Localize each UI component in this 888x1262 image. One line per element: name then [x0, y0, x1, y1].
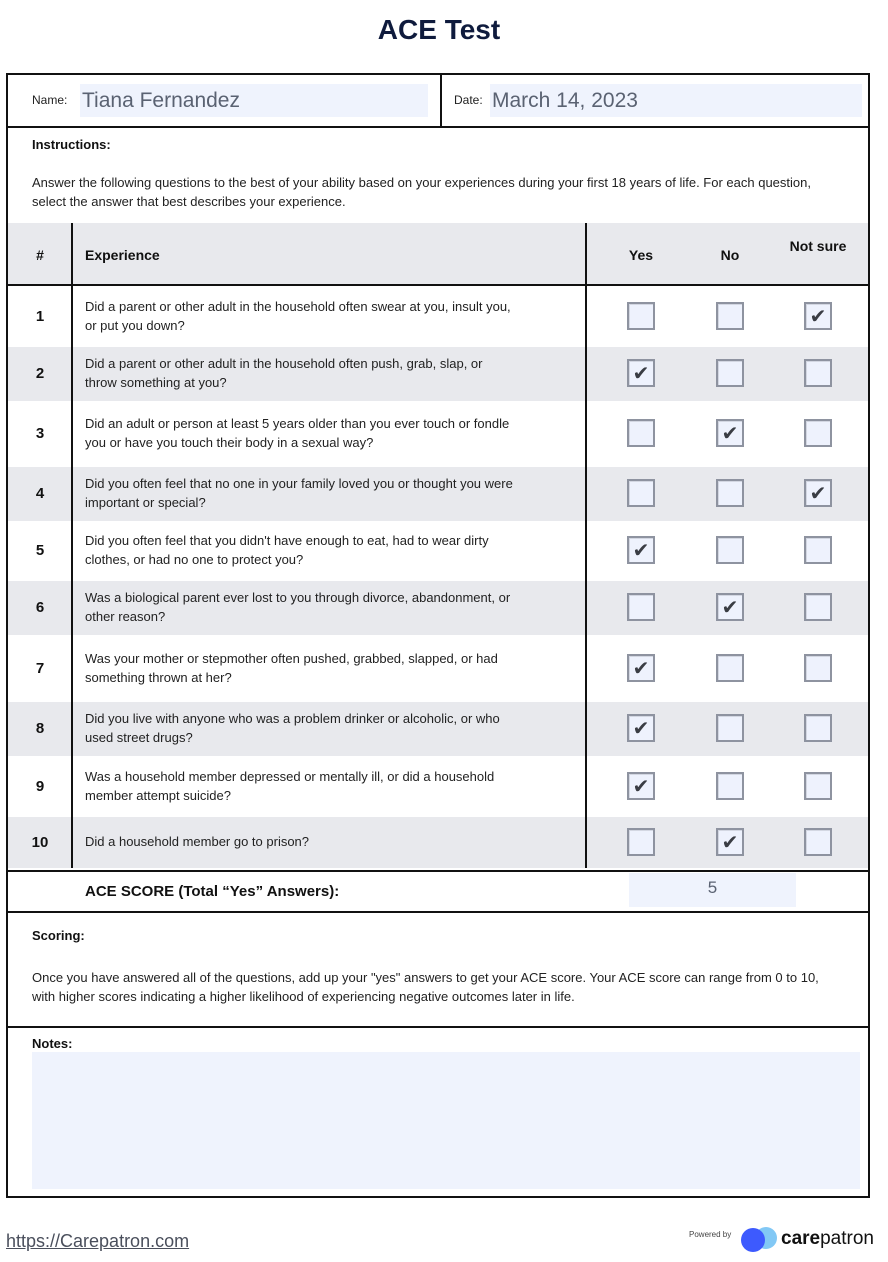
checkbox-yes[interactable]	[627, 772, 655, 800]
score-label: ACE SCORE (Total “Yes” Answers):	[85, 883, 340, 900]
question-number: 5	[35, 542, 45, 559]
table-row	[8, 347, 868, 401]
scoring-section	[8, 911, 868, 1028]
checkbox-no[interactable]	[716, 419, 744, 447]
column-divider	[585, 223, 587, 868]
checkbox-yes[interactable]	[627, 714, 655, 742]
checkbox-yes[interactable]	[627, 593, 655, 621]
table-row	[8, 467, 868, 521]
checkbox-not-sure[interactable]	[804, 359, 832, 387]
header-yes: Yes	[628, 247, 654, 263]
checkbox-no[interactable]	[716, 654, 744, 682]
date-label: Date:	[454, 93, 483, 107]
checkbox-not-sure[interactable]	[804, 714, 832, 742]
question-text: Did a household member go to prison?	[85, 834, 310, 849]
question-number: 8	[35, 720, 45, 737]
question-text: Did you often feel that no one in your family loved you or thought you were important or special?	[85, 476, 513, 510]
checkbox-yes[interactable]	[627, 828, 655, 856]
checkbox-no[interactable]	[716, 828, 744, 856]
table-row	[8, 286, 868, 347]
question-number: 4	[35, 485, 45, 502]
checkbox-not-sure[interactable]	[804, 593, 832, 621]
header-experience: Experience	[85, 247, 160, 263]
question-number: 3	[35, 425, 45, 442]
date-cell	[442, 75, 868, 126]
table-row	[8, 817, 868, 868]
checkbox-not-sure[interactable]	[804, 419, 832, 447]
checkbox-yes[interactable]	[627, 302, 655, 330]
check-mark-icon: ✔	[632, 657, 650, 680]
notes-section	[8, 1026, 868, 1196]
header-number: #	[36, 247, 44, 263]
questions-table	[8, 223, 868, 872]
score-value-field[interactable]: 5	[629, 873, 796, 907]
instructions-text: Answer the following questions to the best of your ability based on your experiences during your first 18 years of life. For each question, select the answer that best describes your experience.	[32, 175, 811, 209]
check-mark-icon: ✔	[721, 831, 739, 854]
carepatron-link[interactable]: https://Carepatron.com	[6, 1231, 190, 1251]
notes-label: Notes:	[32, 1036, 73, 1051]
checkbox-not-sure[interactable]	[804, 772, 832, 800]
carepatron-brand	[781, 1228, 874, 1250]
name-field[interactable]: Tiana Fernandez	[80, 84, 428, 117]
check-mark-icon: ✔	[721, 597, 739, 619]
checkbox-not-sure[interactable]	[804, 654, 832, 682]
table-row	[8, 401, 868, 467]
checkbox-no[interactable]	[716, 772, 744, 800]
question-text: Did a parent or other adult in the household often push, grab, slap, or throw something at you?	[85, 356, 483, 390]
table-row	[8, 756, 868, 817]
scoring-text: Once you have answered all of the questions, add up your "yes" answers to get your ACE score. Your ACE score can range from 0 to 10, with higher scores indicating a higher likelihood of experiencing negative outcomes later in life.	[32, 970, 819, 1004]
question-text: Was your mother or stepmother often pushed, grabbed, slapped, or had something thrown at her?	[85, 650, 498, 685]
form-frame	[6, 73, 870, 1198]
check-mark-icon: ✔	[721, 423, 739, 445]
page-title: ACE Test	[377, 14, 501, 45]
notes-field[interactable]	[32, 1052, 860, 1189]
checkbox-not-sure[interactable]	[804, 536, 832, 564]
carepatron-logo-icon	[740, 1227, 780, 1253]
check-mark-icon: ✔	[809, 305, 827, 328]
name-cell	[8, 75, 442, 126]
checkbox-no[interactable]	[716, 302, 744, 330]
checkbox-yes[interactable]	[627, 654, 655, 682]
checkbox-yes[interactable]	[627, 359, 655, 387]
question-number: 2	[35, 365, 45, 382]
date-field[interactable]: March 14, 2023	[490, 84, 862, 117]
checkbox-not-sure[interactable]	[804, 302, 832, 330]
question-number: 7	[35, 659, 45, 677]
question-text: Was a household member depressed or mentally ill, or did a household member attempt suicide?	[85, 768, 495, 803]
column-divider	[71, 223, 73, 868]
question-number: 9	[35, 777, 45, 795]
table-row	[8, 581, 868, 635]
name-label: Name:	[32, 93, 68, 107]
question-text: Was a biological parent ever lost to you through divorce, abandonment, or other reason?	[85, 590, 511, 624]
checkbox-yes[interactable]	[627, 536, 655, 564]
check-mark-icon: ✔	[632, 775, 650, 798]
question-text: Did you often feel that you didn't have enough to eat, had to wear dirty clothes, or had no one to protect you?	[85, 533, 489, 567]
checkbox-no[interactable]	[716, 593, 744, 621]
header-no: No	[720, 247, 740, 263]
brand-bold: care	[781, 1228, 821, 1249]
question-number: 1	[35, 307, 45, 325]
check-mark-icon: ✔	[632, 363, 650, 385]
score-row	[8, 870, 868, 913]
table-row	[8, 521, 868, 581]
checkbox-yes[interactable]	[627, 419, 655, 447]
question-number: 6	[35, 599, 45, 616]
instructions-label: Instructions:	[32, 137, 111, 152]
checkbox-no[interactable]	[716, 536, 744, 564]
check-mark-icon: ✔	[809, 483, 827, 505]
question-number: 10	[31, 833, 49, 851]
checkbox-not-sure[interactable]	[804, 479, 832, 507]
table-row	[8, 702, 868, 756]
checkbox-not-sure[interactable]	[804, 828, 832, 856]
checkbox-no[interactable]	[716, 479, 744, 507]
check-mark-icon: ✔	[632, 718, 650, 740]
scoring-label: Scoring:	[32, 928, 85, 943]
header-row	[8, 75, 868, 128]
header-not-sure: Not sure	[789, 238, 847, 254]
powered-by-text: Powered by	[689, 1230, 732, 1239]
brand-rest: patron	[820, 1228, 874, 1249]
checkbox-no[interactable]	[716, 714, 744, 742]
checkbox-yes[interactable]	[627, 479, 655, 507]
question-text: Did you live with anyone who was a problem drinker or alcoholic, or who used street drugs?	[85, 711, 500, 745]
table-row	[8, 635, 868, 702]
table-header	[8, 223, 868, 286]
checkbox-no[interactable]	[716, 359, 744, 387]
question-text: Did a parent or other adult in the household often swear at you, insult you, or put you down?	[85, 298, 511, 333]
question-text: Did an adult or person at least 5 years older than you ever touch or fondle you or have you touch their body in a sexual way?	[85, 416, 510, 450]
instructions-section	[8, 126, 868, 225]
check-mark-icon: ✔	[632, 540, 650, 562]
